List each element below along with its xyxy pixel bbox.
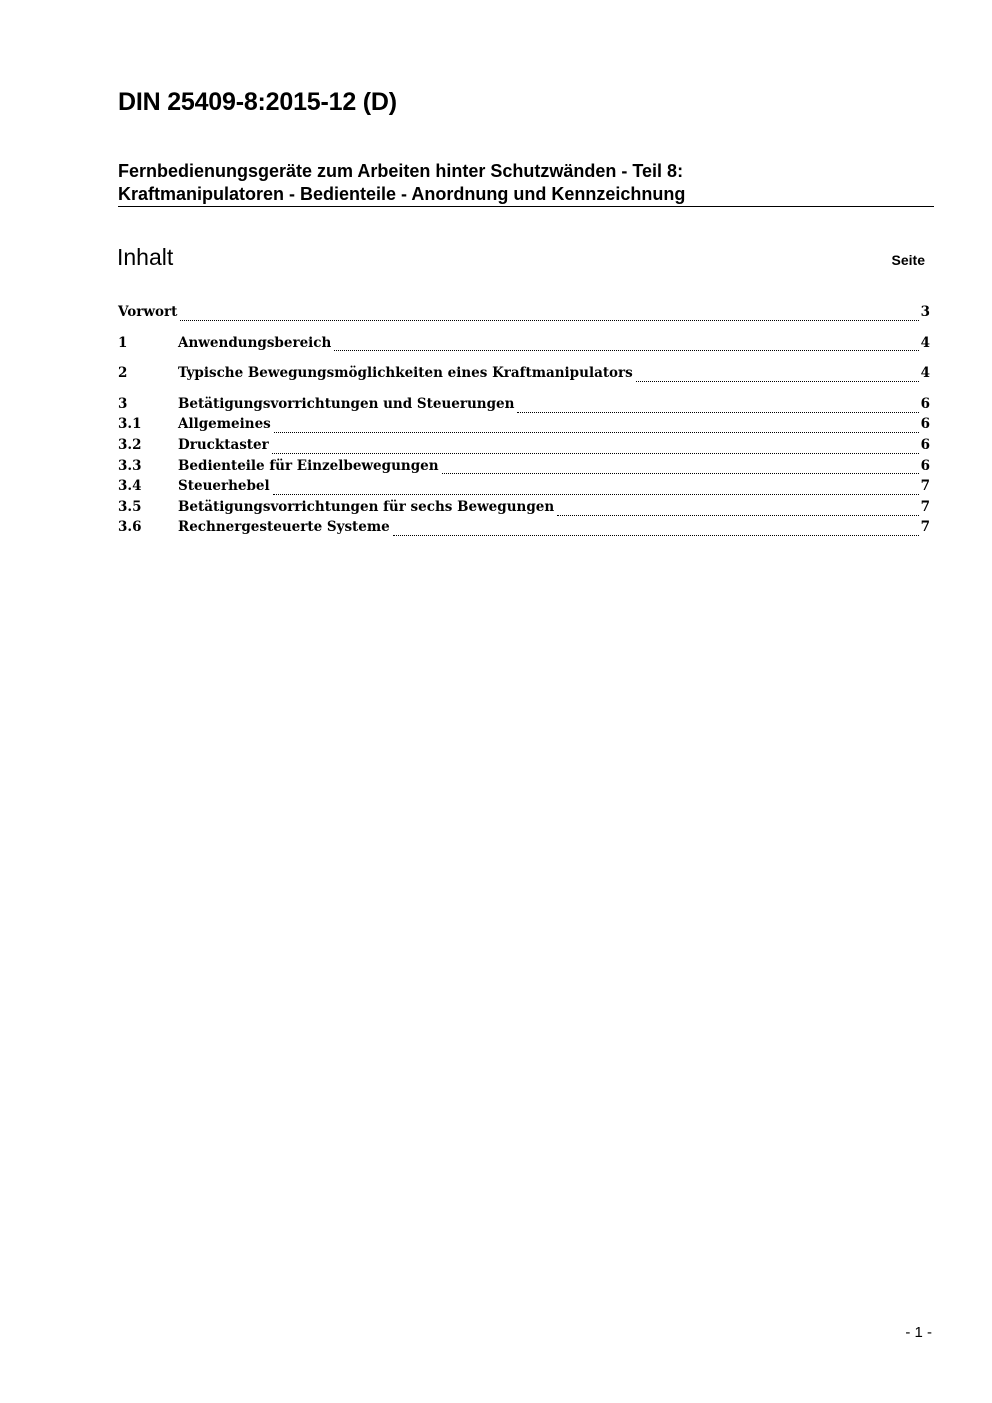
toc-dot-leader (517, 400, 918, 413)
toc-entry-3-3[interactable] (118, 456, 930, 477)
toc-entry-label: Betätigungsvorrichtungen für sechs Bewegungen (178, 498, 555, 515)
subtitle-line-2: Kraftmanipulatoren - Bedienteile - Anordnung und Kennzeichnung (118, 184, 686, 204)
toc-page-label: Seite (891, 252, 925, 268)
toc-entry-3-4[interactable] (118, 476, 930, 497)
toc-entry-number: 3.1 (118, 416, 142, 433)
toc-entry-label: Typische Bewegungsmöglichkeiten eines Kraftmanipulators (178, 365, 633, 382)
toc-entry-label: Bedienteile für Einzelbewegungen (178, 457, 439, 474)
toc-dot-leader (636, 369, 919, 382)
title-divider (118, 206, 934, 207)
toc-entry-vorwort[interactable] (118, 302, 930, 323)
toc-entry-2[interactable] (118, 363, 930, 384)
toc-dot-leader (274, 420, 919, 433)
toc-entry-page: 7 (920, 478, 930, 495)
toc-entry-page: 6 (920, 457, 930, 474)
toc-entry-3-5[interactable] (118, 497, 930, 518)
toc-dot-leader (393, 523, 919, 536)
toc-entry-label: Anwendungsbereich (178, 334, 332, 351)
toc-dot-leader (557, 503, 918, 516)
toc-entry-1[interactable] (118, 333, 930, 354)
toc-entry-label: Steuerhebel (178, 478, 270, 495)
toc-dot-leader (442, 461, 919, 474)
toc-dot-leader (180, 308, 918, 321)
toc-entry-number: 3.6 (118, 519, 142, 536)
toc-entry-3-2[interactable] (118, 435, 930, 456)
toc-dot-leader (272, 441, 919, 454)
toc-entry-3-6[interactable] (118, 517, 930, 538)
toc-entry-page: 7 (920, 498, 930, 515)
toc-entry-3-1[interactable] (118, 414, 930, 435)
toc-heading: Inhalt (117, 244, 174, 270)
toc-dot-leader (273, 482, 919, 495)
toc-entry-page: 4 (920, 334, 930, 351)
toc-entry-page: 4 (920, 365, 930, 382)
toc-entry-number: 3.2 (118, 436, 142, 453)
page-number: - 1 - (905, 1324, 932, 1341)
toc-entry-number: 3.5 (118, 498, 142, 515)
toc-entry-page: 6 (920, 436, 930, 453)
toc-entry-page: 7 (920, 519, 930, 536)
subtitle-line-1: Fernbedienungsgeräte zum Arbeiten hinter Schutzwänden - Teil 8: (118, 161, 684, 181)
toc-entry-label: Drucktaster (178, 436, 269, 453)
toc-entry-label: Rechnergesteuerte Systeme (178, 519, 390, 536)
document-title: DIN 25409-8:2015-12 (D) (118, 88, 397, 116)
table-of-contents (118, 302, 930, 538)
toc-entry-number: 3.3 (118, 457, 142, 474)
document-subtitle (118, 160, 934, 206)
toc-entry-page: 6 (920, 395, 930, 412)
toc-entry-page: 3 (920, 304, 930, 320)
toc-entry-page: 6 (920, 416, 930, 433)
toc-dot-leader (334, 338, 918, 351)
toc-entry-label: Allgemeines (178, 416, 271, 433)
toc-entry-number: 3.4 (118, 478, 142, 495)
toc-entry-number: 2 (118, 365, 128, 382)
toc-entry-label: Betätigungsvorrichtungen und Steuerungen (178, 395, 515, 412)
toc-entry-number: 1 (118, 334, 128, 351)
toc-entry-3[interactable] (118, 394, 930, 415)
toc-entry-number: 3 (118, 395, 128, 412)
toc-entry-label: Vorwort (118, 304, 178, 320)
